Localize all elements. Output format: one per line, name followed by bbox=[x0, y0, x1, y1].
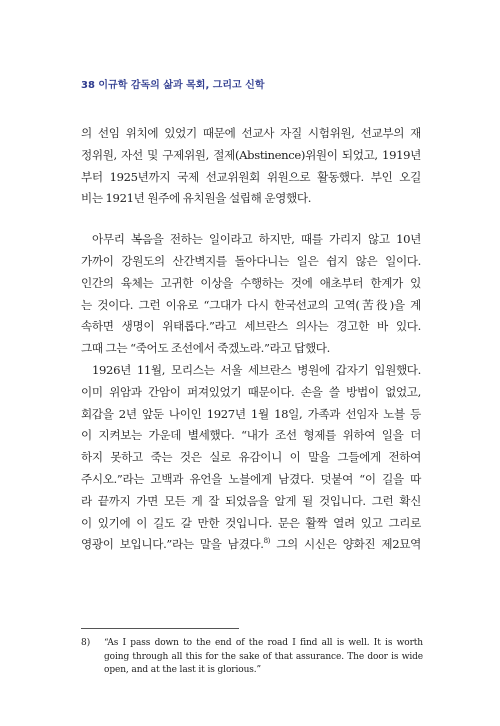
footnote-number: 8) bbox=[81, 638, 91, 648]
body-line: 의 선임 위치에 있었기 때문에 선교사 자질 시험위원, 선교부의 재 bbox=[81, 126, 421, 140]
body-line: 그때 그는 “죽어도 조선에서 죽겠노라.”라고 답했다. bbox=[81, 341, 330, 356]
body-line: 속하면 생명이 위태롭다.”라고 세브란스 의사는 경고한 바 있다. bbox=[81, 319, 421, 334]
body-line: 주시오.”라는 고백과 유언을 노블에게 남겼다. 덧붙여 “이 길을 따 bbox=[81, 471, 421, 486]
body-text bbox=[81, 123, 421, 556]
body-line: 가까이 강원도의 산간벽지를 돌아다니는 일은 쉽지 않은 일이다. bbox=[81, 253, 421, 268]
running-head: 38 이규학 감독의 삶과 목회, 그리고 신학 bbox=[81, 80, 265, 91]
body-line: 는 것이다. 그런 이유로 “그대가 다시 한국선교의 고역(苦役)을 계 bbox=[81, 297, 421, 312]
body-line: 아무리 복음을 전하는 일이라고 하지만, 때를 가리지 않고 10년 bbox=[92, 232, 421, 247]
footnote-reference[interactable]: 8) bbox=[263, 537, 271, 546]
body-line: 하지 못하고 죽는 것은 실로 유감이니 이 말을 그들에게 전하여 bbox=[81, 450, 421, 465]
body-line-with-footnote bbox=[81, 534, 421, 556]
footnote-divider bbox=[81, 628, 239, 629]
body-line: 정위원, 자선 및 구제위원, 절제(Abstinence)위원이 되었고, 1919년 bbox=[81, 147, 421, 162]
body-line: 이 지켜보는 가운데 별세했다. “내가 조선 형제를 위하여 일을 더 bbox=[81, 428, 421, 443]
footnote-text: “As I pass down to the end of the road I find all is well. It is worth going through all this for the sake of that assurance. The door is wide open, and at the last it is glorious.” bbox=[104, 638, 423, 675]
body-line: 회갑을 2년 앞둔 나이인 1927년 1월 18일, 가족과 선임자 노블 등 bbox=[81, 406, 421, 421]
body-line-tail: 그의 시신은 양화진 제2묘역 bbox=[276, 537, 421, 552]
body-line: 부터 1925년까지 국제 선교위원회 위원으로 활동했다. 부인 오길 bbox=[81, 169, 421, 184]
body-line-text: 영광이 보입니다.”라는 말을 남겼다. bbox=[81, 537, 264, 552]
body-line: 비는 1921년 원주에 유치원을 설립해 운영했다. bbox=[81, 191, 312, 206]
body-line: 라 끝까지 가면 모든 게 잘 되었음을 알게 될 것입니다. 그런 확신 bbox=[81, 493, 421, 508]
body-line: 1926년 11월, 모리스는 서울 세브란스 병원에 갑자기 입원했다. bbox=[92, 362, 421, 377]
body-line: 이미 위암과 간암이 퍼져있었기 때문이다. 손을 쓸 방법이 없었고, bbox=[81, 384, 421, 399]
footnotes bbox=[81, 637, 423, 678]
paragraph-gap bbox=[81, 210, 421, 229]
body-line: 인간의 육체는 고귀한 이상을 수행하는 것에 애초부터 한계가 있 bbox=[81, 275, 421, 290]
body-line: 이 있기에 이 길도 갈 만한 것입니다. 문은 활짝 열려 있고 그리로 bbox=[81, 515, 421, 530]
footnote bbox=[81, 637, 423, 678]
